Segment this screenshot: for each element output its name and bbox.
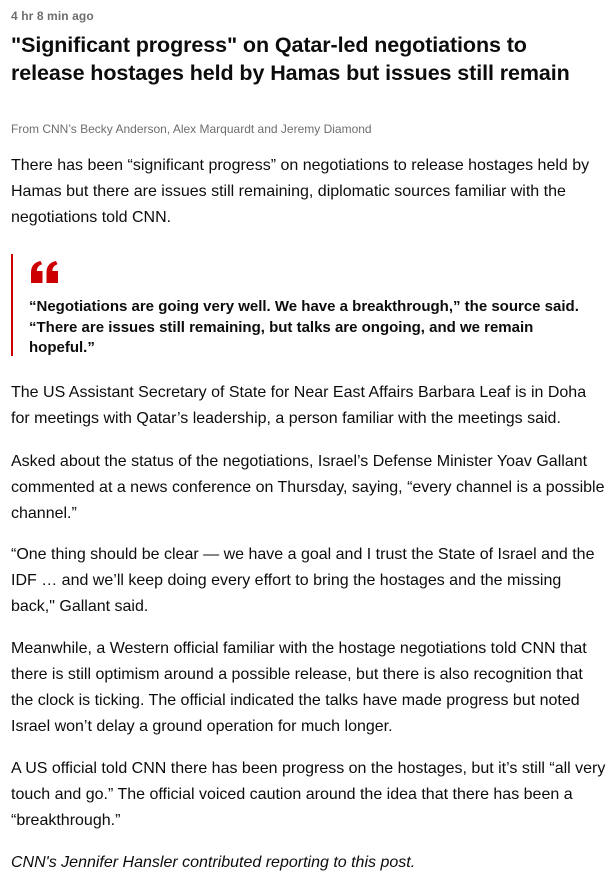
pull-quote-text: “Negotiations are going very well. We have a breakthrough,” the source said. “There are issues still remaining, but talks are ongoing, and we remain hopeful.” — [29, 298, 579, 356]
paragraph-4: “One thing should be clear — we have a goal and I trust the State of Israel and the IDF … and we’ll keep doing every effort to bring the hostages and the missing back," Gallant said. — [11, 546, 595, 615]
quote-mark-icon — [30, 261, 60, 283]
post-headline: "Significant progress" on Qatar-led negotiations to release hostages held by Hamas but issues still remain — [11, 33, 570, 85]
paragraph-6: A US official told CNN there has been progress on the hostages, but it’s still “all very touch and go.” The official voiced caution around the idea that there has been a “breakthrough.” — [11, 760, 606, 829]
post-byline: From CNN’s Becky Anderson, Alex Marquardt and Jeremy Diamond — [11, 122, 372, 136]
paragraph-1: There has been “significant progress” on negotiations to release hostages held by Hamas but there are issues still remaining, diplomatic sources familiar with the negotiations told CNN. — [11, 157, 590, 226]
post-timestamp: 4 hr 8 min ago — [11, 9, 94, 23]
paragraph-2: The US Assistant Secretary of State for Near East Affairs Barbara Leaf is in Doha for meetings with Qatar’s leadership, a person familiar with the meetings said. — [11, 384, 587, 427]
pull-quote — [11, 254, 601, 356]
contributor-credit: CNN's Jennifer Hansler contributed reporting to this post. — [11, 854, 416, 871]
paragraph-5: Meanwhile, a Western official familiar with the hostage negotiations told CNN that there is still optimism around a possible release, but there is also recognition that the clock is ticking. The official indicated the talks have made progress but noted Israel won’t delay a ground operation for much longer. — [11, 640, 587, 735]
paragraph-3: Asked about the status of the negotiations, Israel’s Defense Minister Yoav Gallant commented at a news conference on Thursday, saying, “every channel is a possible channel.” — [11, 453, 605, 522]
